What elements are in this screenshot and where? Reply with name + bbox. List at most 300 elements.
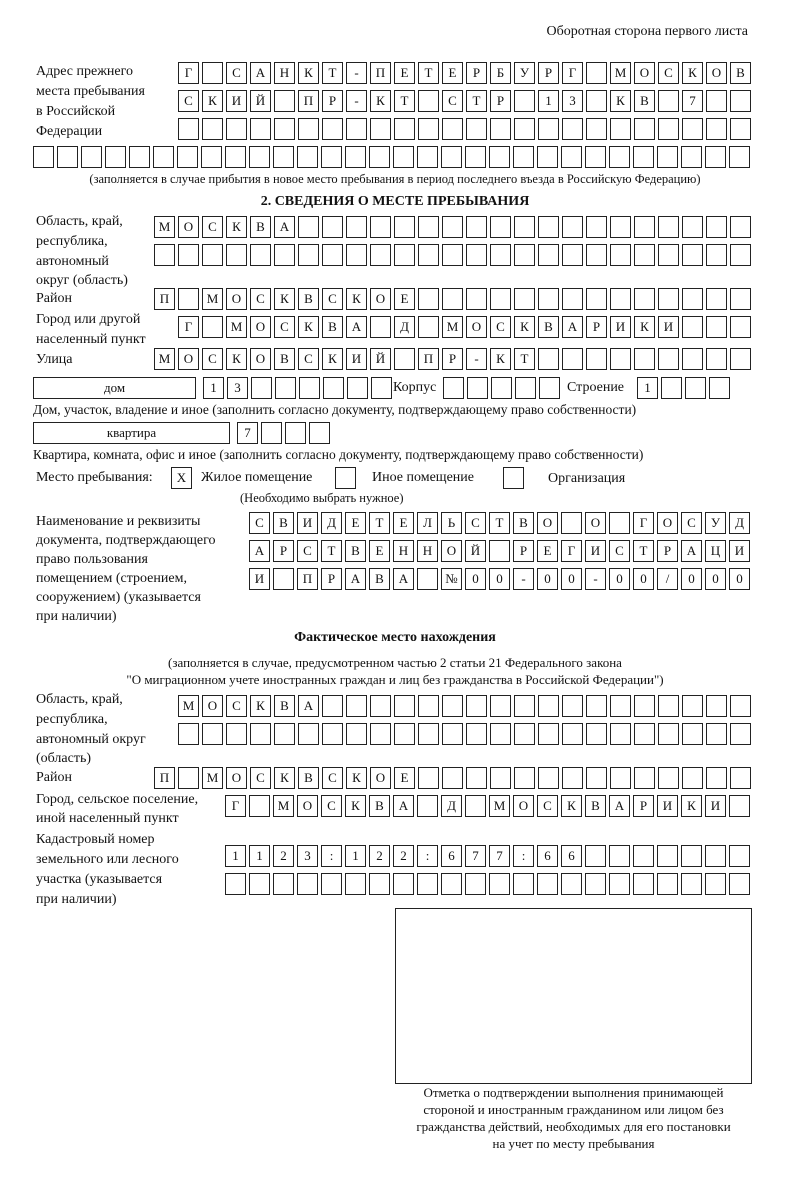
char-cell[interactable]: О — [178, 348, 199, 370]
char-cell[interactable] — [514, 695, 535, 717]
char-cell[interactable]: Р — [273, 540, 294, 562]
char-cell[interactable] — [681, 873, 702, 895]
apartment-number-row[interactable] — [237, 422, 333, 444]
char-cell[interactable]: Е — [394, 767, 415, 789]
char-cell[interactable] — [661, 377, 682, 399]
char-cell[interactable]: П — [418, 348, 439, 370]
char-cell[interactable]: А — [681, 540, 702, 562]
char-cell[interactable]: Т — [633, 540, 654, 562]
char-cell[interactable] — [658, 118, 679, 140]
building-row[interactable] — [637, 377, 733, 399]
char-cell[interactable]: Р — [586, 316, 607, 338]
char-cell[interactable] — [249, 146, 270, 168]
char-cell[interactable]: К — [226, 216, 247, 238]
char-cell[interactable] — [682, 695, 703, 717]
char-cell[interactable] — [514, 767, 535, 789]
char-cell[interactable]: - — [466, 348, 487, 370]
char-cell[interactable]: М — [226, 316, 247, 338]
char-cell[interactable] — [321, 146, 342, 168]
char-cell[interactable]: 1 — [345, 845, 366, 867]
char-cell[interactable]: Т — [322, 62, 343, 84]
char-cell[interactable]: В — [274, 348, 295, 370]
char-cell[interactable] — [585, 845, 606, 867]
char-cell[interactable] — [298, 216, 319, 238]
char-cell[interactable]: О — [178, 216, 199, 238]
char-cell[interactable] — [610, 288, 631, 310]
cadastre-row-1[interactable] — [225, 845, 753, 867]
char-cell[interactable] — [322, 216, 343, 238]
char-cell[interactable] — [730, 723, 751, 745]
char-cell[interactable] — [251, 377, 272, 399]
char-cell[interactable]: О — [513, 795, 534, 817]
char-cell[interactable]: Л — [417, 512, 438, 534]
char-cell[interactable]: К — [490, 348, 511, 370]
char-cell[interactable]: Т — [489, 512, 510, 534]
char-cell[interactable]: Р — [321, 568, 342, 590]
char-cell[interactable] — [514, 244, 535, 266]
char-cell[interactable]: Т — [394, 90, 415, 112]
char-cell[interactable]: Р — [538, 62, 559, 84]
char-cell[interactable] — [489, 146, 510, 168]
char-cell[interactable]: 0 — [705, 568, 726, 590]
char-cell[interactable] — [634, 244, 655, 266]
char-cell[interactable]: О — [226, 767, 247, 789]
char-cell[interactable]: К — [346, 767, 367, 789]
char-cell[interactable]: М — [489, 795, 510, 817]
char-cell[interactable] — [706, 216, 727, 238]
char-cell[interactable] — [490, 695, 511, 717]
char-cell[interactable] — [562, 723, 583, 745]
char-cell[interactable] — [514, 216, 535, 238]
house-number-row[interactable] — [203, 377, 395, 399]
char-cell[interactable] — [657, 873, 678, 895]
char-cell[interactable] — [394, 723, 415, 745]
char-cell[interactable] — [297, 873, 318, 895]
char-cell[interactable]: П — [370, 62, 391, 84]
char-cell[interactable] — [633, 146, 654, 168]
char-cell[interactable]: Н — [393, 540, 414, 562]
char-cell[interactable]: Д — [729, 512, 750, 534]
char-cell[interactable] — [685, 377, 706, 399]
char-cell[interactable]: 1 — [225, 845, 246, 867]
char-cell[interactable] — [514, 118, 535, 140]
char-cell[interactable] — [730, 288, 751, 310]
char-cell[interactable] — [730, 90, 751, 112]
char-cell[interactable] — [538, 695, 559, 717]
char-cell[interactable]: О — [250, 348, 271, 370]
char-cell[interactable] — [226, 118, 247, 140]
char-cell[interactable]: С — [202, 216, 223, 238]
char-cell[interactable] — [309, 422, 330, 444]
char-cell[interactable] — [394, 348, 415, 370]
char-cell[interactable] — [370, 244, 391, 266]
char-cell[interactable] — [33, 146, 54, 168]
char-cell[interactable] — [178, 288, 199, 310]
char-cell[interactable] — [418, 767, 439, 789]
char-cell[interactable]: А — [274, 216, 295, 238]
char-cell[interactable] — [249, 873, 270, 895]
char-cell[interactable] — [466, 695, 487, 717]
char-cell[interactable] — [465, 146, 486, 168]
char-cell[interactable] — [393, 873, 414, 895]
char-cell[interactable] — [610, 767, 631, 789]
char-cell[interactable] — [490, 767, 511, 789]
char-cell[interactable] — [658, 695, 679, 717]
char-cell[interactable]: С — [465, 512, 486, 534]
char-cell[interactable] — [586, 216, 607, 238]
char-cell[interactable]: К — [226, 348, 247, 370]
char-cell[interactable]: У — [514, 62, 535, 84]
char-cell[interactable]: И — [610, 316, 631, 338]
char-cell[interactable]: М — [154, 348, 175, 370]
char-cell[interactable]: С — [321, 795, 342, 817]
char-cell[interactable] — [609, 512, 630, 534]
char-cell[interactable] — [202, 62, 223, 84]
char-cell[interactable] — [634, 216, 655, 238]
char-cell[interactable] — [562, 244, 583, 266]
char-cell[interactable] — [657, 146, 678, 168]
char-cell[interactable]: И — [658, 316, 679, 338]
char-cell[interactable]: 1 — [249, 845, 270, 867]
char-cell[interactable]: 0 — [681, 568, 702, 590]
char-cell[interactable] — [347, 377, 368, 399]
char-cell[interactable] — [538, 216, 559, 238]
char-cell[interactable] — [466, 118, 487, 140]
char-cell[interactable] — [346, 695, 367, 717]
char-cell[interactable] — [370, 695, 391, 717]
char-cell[interactable] — [418, 288, 439, 310]
char-cell[interactable]: О — [441, 540, 462, 562]
char-cell[interactable]: К — [561, 795, 582, 817]
char-cell[interactable] — [322, 244, 343, 266]
char-cell[interactable] — [586, 723, 607, 745]
char-cell[interactable] — [250, 118, 271, 140]
char-cell[interactable] — [346, 723, 367, 745]
char-cell[interactable]: К — [298, 316, 319, 338]
char-cell[interactable]: Р — [466, 62, 487, 84]
char-cell[interactable]: 1 — [637, 377, 658, 399]
char-cell[interactable]: О — [634, 62, 655, 84]
char-cell[interactable]: М — [610, 62, 631, 84]
char-cell[interactable] — [370, 118, 391, 140]
char-cell[interactable]: 0 — [729, 568, 750, 590]
char-cell[interactable]: В — [274, 695, 295, 717]
char-cell[interactable] — [586, 288, 607, 310]
char-cell[interactable] — [539, 377, 560, 399]
char-cell[interactable] — [394, 695, 415, 717]
char-cell[interactable]: В — [273, 512, 294, 534]
char-cell[interactable] — [178, 244, 199, 266]
char-cell[interactable]: Й — [250, 90, 271, 112]
char-cell[interactable] — [417, 568, 438, 590]
char-cell[interactable]: В — [585, 795, 606, 817]
actual-region-row-2[interactable] — [178, 723, 754, 745]
char-cell[interactable] — [562, 288, 583, 310]
char-cell[interactable] — [730, 244, 751, 266]
char-cell[interactable] — [706, 767, 727, 789]
char-cell[interactable]: С — [226, 62, 247, 84]
char-cell[interactable] — [490, 288, 511, 310]
char-cell[interactable]: И — [585, 540, 606, 562]
char-cell[interactable]: 3 — [297, 845, 318, 867]
previous-address-row-3[interactable] — [178, 118, 754, 140]
char-cell[interactable]: Т — [369, 512, 390, 534]
street-row[interactable] — [154, 348, 754, 370]
char-cell[interactable] — [562, 216, 583, 238]
char-cell[interactable]: О — [657, 512, 678, 534]
char-cell[interactable]: О — [370, 767, 391, 789]
char-cell[interactable]: Е — [394, 288, 415, 310]
char-cell[interactable] — [515, 377, 536, 399]
char-cell[interactable] — [442, 288, 463, 310]
char-cell[interactable]: О — [297, 795, 318, 817]
char-cell[interactable] — [610, 216, 631, 238]
char-cell[interactable] — [226, 244, 247, 266]
char-cell[interactable]: О — [250, 316, 271, 338]
char-cell[interactable]: А — [562, 316, 583, 338]
apartment-type-field[interactable]: квартира — [33, 422, 230, 444]
char-cell[interactable]: : — [321, 845, 342, 867]
char-cell[interactable] — [706, 695, 727, 717]
char-cell[interactable] — [634, 767, 655, 789]
char-cell[interactable] — [682, 316, 703, 338]
char-cell[interactable]: В — [730, 62, 751, 84]
char-cell[interactable] — [394, 118, 415, 140]
char-cell[interactable] — [585, 873, 606, 895]
char-cell[interactable]: А — [249, 540, 270, 562]
char-cell[interactable] — [285, 422, 306, 444]
char-cell[interactable]: В — [538, 316, 559, 338]
char-cell[interactable] — [418, 216, 439, 238]
char-cell[interactable]: 0 — [465, 568, 486, 590]
char-cell[interactable] — [538, 244, 559, 266]
checkbox-other-premises[interactable] — [335, 467, 356, 489]
checkbox-residential[interactable]: X — [171, 467, 192, 489]
char-cell[interactable]: К — [514, 316, 535, 338]
char-cell[interactable]: К — [346, 288, 367, 310]
char-cell[interactable] — [490, 723, 511, 745]
char-cell[interactable] — [538, 288, 559, 310]
char-cell[interactable]: Й — [465, 540, 486, 562]
char-cell[interactable] — [561, 873, 582, 895]
char-cell[interactable]: 7 — [489, 845, 510, 867]
char-cell[interactable] — [371, 377, 392, 399]
char-cell[interactable]: Т — [418, 62, 439, 84]
char-cell[interactable] — [706, 348, 727, 370]
char-cell[interactable] — [706, 118, 727, 140]
char-cell[interactable]: Е — [369, 540, 390, 562]
char-cell[interactable]: 2 — [369, 845, 390, 867]
char-cell[interactable] — [418, 723, 439, 745]
char-cell[interactable] — [273, 873, 294, 895]
char-cell[interactable] — [346, 216, 367, 238]
char-cell[interactable] — [658, 348, 679, 370]
char-cell[interactable] — [225, 146, 246, 168]
char-cell[interactable] — [634, 118, 655, 140]
char-cell[interactable]: 6 — [441, 845, 462, 867]
char-cell[interactable] — [609, 873, 630, 895]
char-cell[interactable] — [682, 767, 703, 789]
char-cell[interactable] — [561, 146, 582, 168]
previous-address-row-4[interactable] — [33, 146, 753, 168]
char-cell[interactable] — [657, 845, 678, 867]
char-cell[interactable]: С — [298, 348, 319, 370]
char-cell[interactable]: Д — [321, 512, 342, 534]
char-cell[interactable] — [562, 767, 583, 789]
char-cell[interactable]: В — [322, 316, 343, 338]
char-cell[interactable] — [730, 767, 751, 789]
char-cell[interactable] — [709, 377, 730, 399]
char-cell[interactable] — [322, 695, 343, 717]
char-cell[interactable] — [538, 348, 559, 370]
char-cell[interactable] — [443, 377, 464, 399]
char-cell[interactable]: Т — [466, 90, 487, 112]
char-cell[interactable]: А — [393, 795, 414, 817]
char-cell[interactable]: 3 — [562, 90, 583, 112]
char-cell[interactable] — [513, 146, 534, 168]
char-cell[interactable] — [418, 90, 439, 112]
char-cell[interactable]: А — [346, 316, 367, 338]
char-cell[interactable]: О — [466, 316, 487, 338]
char-cell[interactable] — [442, 244, 463, 266]
char-cell[interactable] — [466, 244, 487, 266]
char-cell[interactable]: Н — [274, 62, 295, 84]
char-cell[interactable] — [586, 244, 607, 266]
char-cell[interactable] — [585, 146, 606, 168]
char-cell[interactable]: 0 — [561, 568, 582, 590]
char-cell[interactable]: С — [226, 695, 247, 717]
char-cell[interactable] — [273, 568, 294, 590]
char-cell[interactable] — [177, 146, 198, 168]
char-cell[interactable] — [561, 512, 582, 534]
char-cell[interactable]: - — [585, 568, 606, 590]
char-cell[interactable] — [345, 146, 366, 168]
char-cell[interactable]: С — [297, 540, 318, 562]
char-cell[interactable]: - — [346, 62, 367, 84]
char-cell[interactable] — [394, 244, 415, 266]
house-type-field[interactable]: дом — [33, 377, 196, 399]
actual-city-row[interactable] — [225, 795, 753, 817]
char-cell[interactable] — [442, 695, 463, 717]
char-cell[interactable] — [634, 288, 655, 310]
char-cell[interactable]: Р — [633, 795, 654, 817]
char-cell[interactable] — [610, 244, 631, 266]
char-cell[interactable]: Р — [490, 90, 511, 112]
char-cell[interactable]: О — [202, 695, 223, 717]
char-cell[interactable]: К — [681, 795, 702, 817]
char-cell[interactable] — [297, 146, 318, 168]
char-cell[interactable] — [538, 118, 559, 140]
char-cell[interactable]: : — [417, 845, 438, 867]
char-cell[interactable] — [465, 873, 486, 895]
char-cell[interactable]: Ц — [705, 540, 726, 562]
char-cell[interactable] — [634, 695, 655, 717]
char-cell[interactable] — [321, 873, 342, 895]
char-cell[interactable] — [706, 244, 727, 266]
char-cell[interactable] — [537, 146, 558, 168]
char-cell[interactable] — [153, 146, 174, 168]
char-cell[interactable]: 1 — [538, 90, 559, 112]
char-cell[interactable] — [610, 695, 631, 717]
char-cell[interactable]: Г — [561, 540, 582, 562]
char-cell[interactable]: 0 — [609, 568, 630, 590]
char-cell[interactable] — [105, 146, 126, 168]
char-cell[interactable] — [274, 244, 295, 266]
document-row-2[interactable] — [249, 540, 753, 562]
char-cell[interactable] — [730, 316, 751, 338]
char-cell[interactable]: И — [705, 795, 726, 817]
char-cell[interactable]: 2 — [393, 845, 414, 867]
char-cell[interactable] — [274, 90, 295, 112]
char-cell[interactable] — [442, 118, 463, 140]
char-cell[interactable]: И — [297, 512, 318, 534]
char-cell[interactable]: Г — [178, 316, 199, 338]
char-cell[interactable] — [610, 723, 631, 745]
char-cell[interactable] — [586, 118, 607, 140]
char-cell[interactable] — [370, 723, 391, 745]
char-cell[interactable]: К — [274, 767, 295, 789]
char-cell[interactable] — [298, 723, 319, 745]
char-cell[interactable] — [178, 767, 199, 789]
char-cell[interactable] — [705, 873, 726, 895]
char-cell[interactable]: Г — [562, 62, 583, 84]
char-cell[interactable]: 0 — [633, 568, 654, 590]
char-cell[interactable]: С — [274, 316, 295, 338]
char-cell[interactable]: Р — [657, 540, 678, 562]
char-cell[interactable]: П — [154, 288, 175, 310]
char-cell[interactable]: Р — [442, 348, 463, 370]
char-cell[interactable] — [658, 216, 679, 238]
char-cell[interactable]: К — [370, 90, 391, 112]
char-cell[interactable]: О — [706, 62, 727, 84]
char-cell[interactable] — [634, 723, 655, 745]
char-cell[interactable] — [274, 723, 295, 745]
char-cell[interactable]: Р — [513, 540, 534, 562]
char-cell[interactable]: С — [250, 767, 271, 789]
char-cell[interactable]: С — [322, 767, 343, 789]
char-cell[interactable] — [418, 118, 439, 140]
char-cell[interactable]: 7 — [237, 422, 258, 444]
char-cell[interactable]: Г — [178, 62, 199, 84]
char-cell[interactable]: М — [178, 695, 199, 717]
char-cell[interactable]: А — [298, 695, 319, 717]
char-cell[interactable] — [490, 118, 511, 140]
char-cell[interactable] — [729, 795, 750, 817]
char-cell[interactable] — [514, 288, 535, 310]
char-cell[interactable]: 7 — [465, 845, 486, 867]
char-cell[interactable] — [298, 244, 319, 266]
city-row[interactable] — [178, 316, 754, 338]
char-cell[interactable] — [225, 873, 246, 895]
char-cell[interactable] — [586, 90, 607, 112]
char-cell[interactable] — [538, 723, 559, 745]
char-cell[interactable]: К — [250, 695, 271, 717]
char-cell[interactable] — [441, 146, 462, 168]
char-cell[interactable]: О — [226, 288, 247, 310]
char-cell[interactable]: С — [178, 90, 199, 112]
char-cell[interactable]: С — [202, 348, 223, 370]
char-cell[interactable] — [730, 216, 751, 238]
char-cell[interactable] — [682, 348, 703, 370]
char-cell[interactable] — [609, 146, 630, 168]
actual-region-row-1[interactable] — [178, 695, 754, 717]
previous-address-row-2[interactable] — [178, 90, 754, 112]
char-cell[interactable] — [466, 288, 487, 310]
char-cell[interactable] — [323, 377, 344, 399]
char-cell[interactable] — [682, 216, 703, 238]
char-cell[interactable]: В — [513, 512, 534, 534]
char-cell[interactable]: С — [681, 512, 702, 534]
